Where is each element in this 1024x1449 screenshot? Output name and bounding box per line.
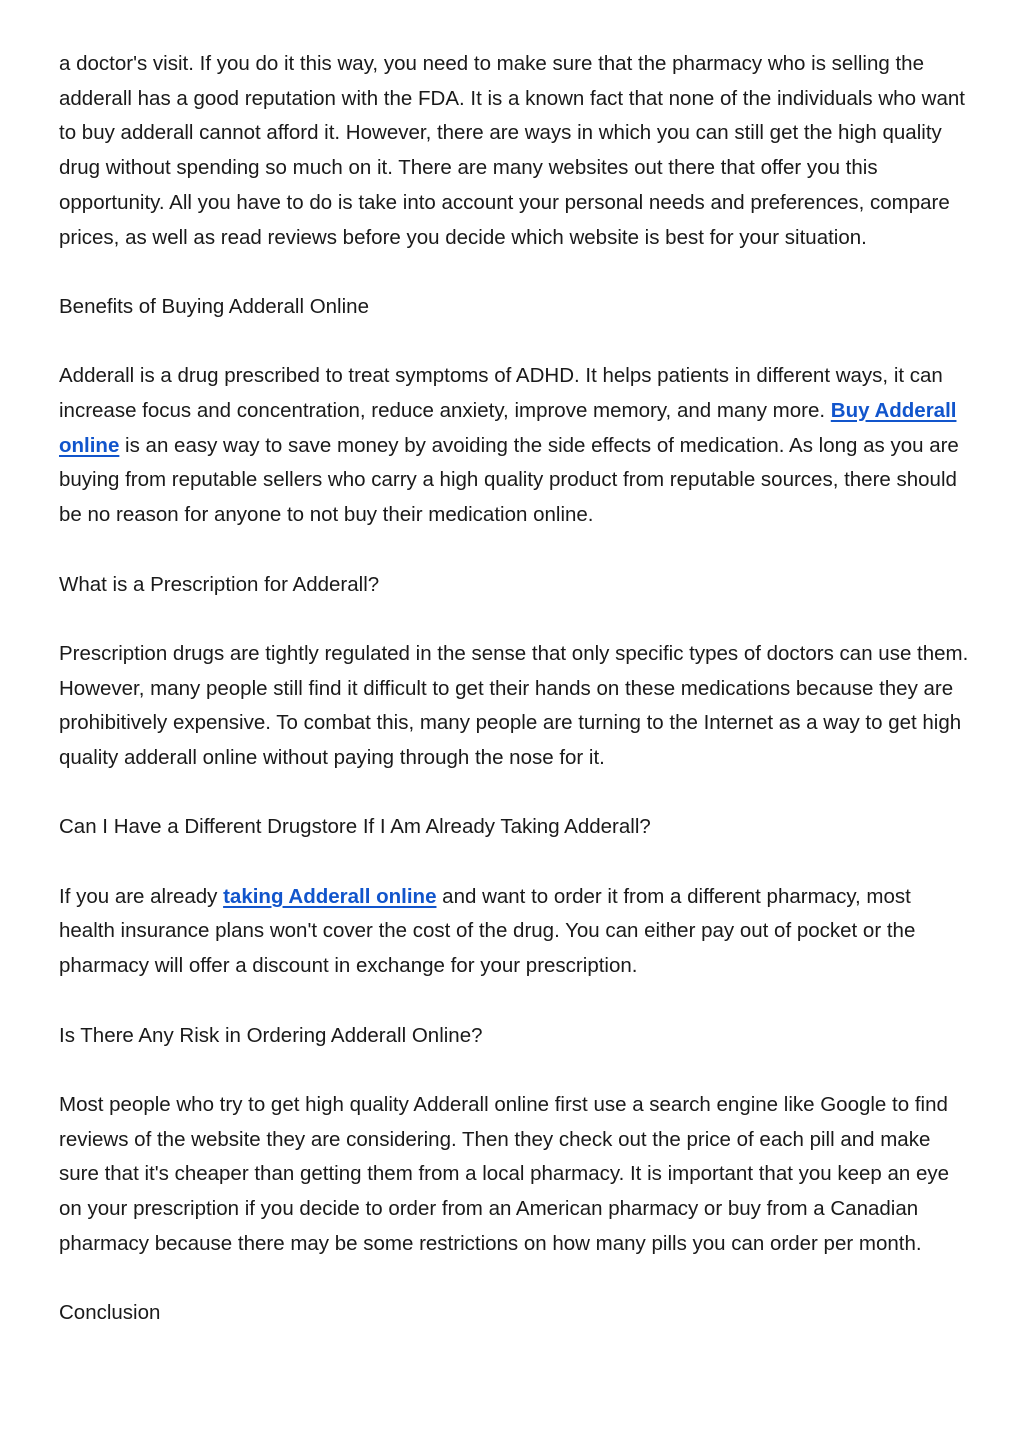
paragraph-prescription: Prescription drugs are tightly regulated in the sense that only specific types of doctors can use them. However, many people still find it difficult to get their hands on these medications because they are prohibitively expensive. To combat this, many people are turning to the Internet as a way to get high quality adderall online without paying through the nose for it. [59,641,969,769]
buy-adderall-online-link[interactable]: Buy Adderall online [59,399,957,457]
heading-drugstore: Can I Have a Different Drugstore If I Am Already Taking Adderall? [59,815,651,839]
document-body [59,47,971,1366]
heading-prescription: What is a Prescription for Adderall? [59,572,380,596]
heading-conclusion: Conclusion [59,1301,161,1325]
paragraph-intro: a doctor's visit. If you do it this way, you need to make sure that the pharmacy who is selling the adderall has a good reputation with the FDA. It is a known fact that none of the individuals who want to buy adderall cannot afford it. However, there are ways in which you can still get the high quality drug without spending so much on it. There are many websites out there that offer you this opportunity. All you have to do is take into account your personal needs and preferences, compare prices, as well as read reviews before you decide which website is best for your situation. [59,52,965,249]
paragraph-risk: Most people who try to get high quality Adderall online first use a search engine like Google to find reviews of the website they are considering. Then they check out the price of each pill and make sure that it's cheaper than getting them from a local pharmacy. It is important that you keep an eye on your prescription if you decide to order from an American pharmacy or buy from a Canadian pharmacy because there may be some restrictions on how many pills you can order per month. [59,1092,950,1255]
heading-risk: Is There Any Risk in Ordering Adderall Online? [59,1023,483,1047]
taking-adderall-online-link[interactable]: taking Adderall online [223,884,437,908]
paragraph-benefits-text-end: is an easy way to save money by avoiding the side effects of medication. As long as you are buying from reputable sellers who carry a high quality product from reputable sources, there should be no reason for anyone to not buy their medication online. [59,433,959,527]
paragraph-drugstore-text-end: and want to order it from a different pharmacy, most health insurance plans won't cover the cost of the drug. You can either pay out of pocket or the pharmacy will offer a discount in exchange for your prescription. [59,884,916,978]
heading-benefits: Benefits of Buying Adderall Online [59,294,369,318]
paragraph-benefits [59,359,971,533]
paragraph-benefits-text-start: Adderall is a drug prescribed to treat symptoms of ADHD. It helps patients in different ways, it can increase focus and concentration, reduce anxiety, improve memory, and many more. [59,364,943,422]
paragraph-drugstore [59,880,971,984]
paragraph-drugstore-text-start: If you are already [59,884,224,908]
